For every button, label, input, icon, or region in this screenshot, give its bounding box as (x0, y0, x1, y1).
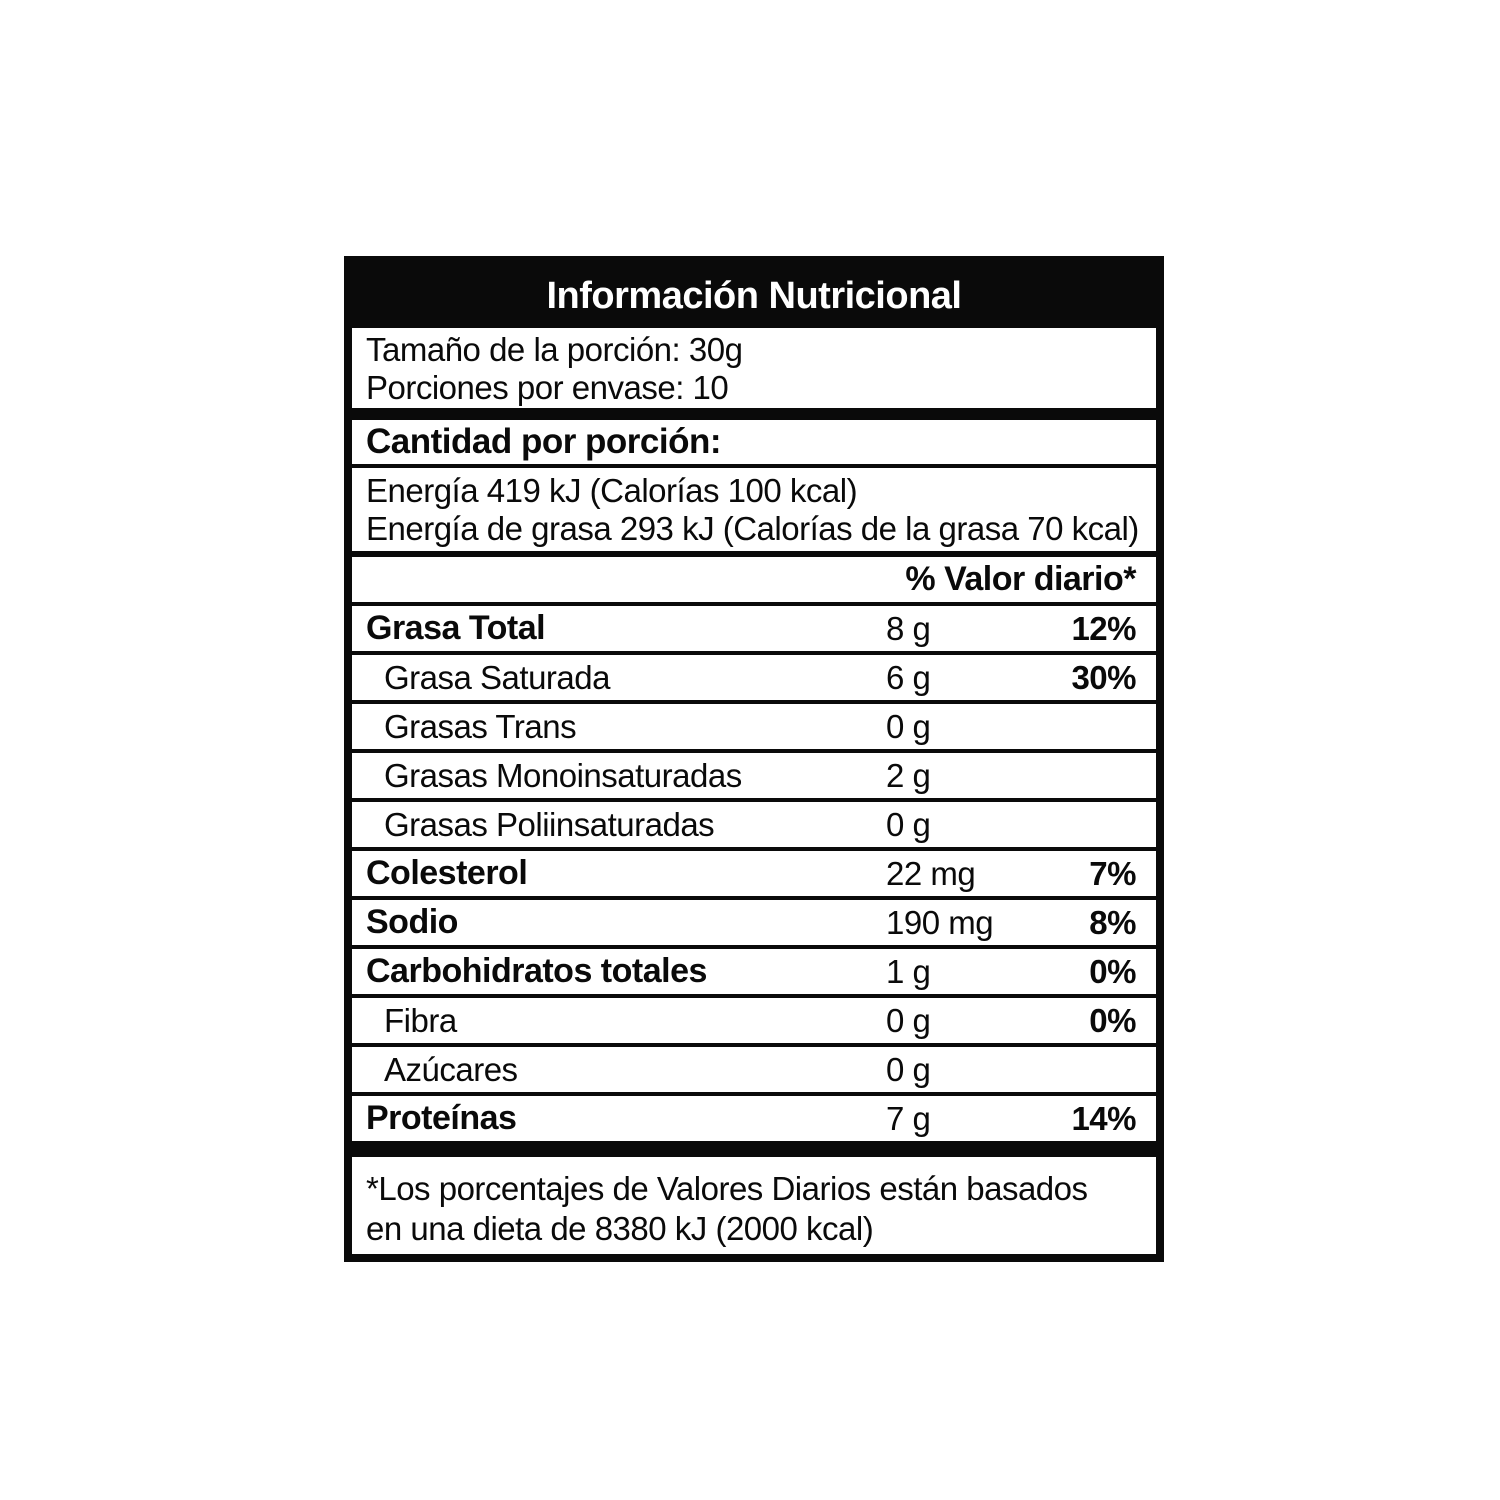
nutrient-name: Sodio (366, 903, 458, 941)
nutrient-name: Grasas Poliinsaturadas (384, 805, 715, 843)
nutrient-daily-value: 0% (1089, 952, 1136, 990)
nutrient-amount: 22 mg (886, 854, 976, 892)
nutrient-amount: 2 g (886, 756, 931, 794)
nutrient-row-sugars (352, 1047, 1156, 1096)
nutrient-amount: 0 g (886, 1050, 931, 1088)
nutrient-amount: 0 g (886, 707, 931, 745)
nutrient-daily-value: 8% (1089, 903, 1136, 941)
nutrient-amount: 0 g (886, 805, 931, 843)
daily-value-header: % Valor diario* (352, 557, 1156, 606)
thick-separator-top (352, 408, 1156, 420)
nutrient-name: Grasa Saturada (384, 658, 610, 696)
servings-per-container-text: Porciones por envase: 10 (366, 369, 729, 406)
nutrient-name: Grasas Monoinsaturadas (384, 756, 742, 794)
daily-value-footnote (352, 1157, 1156, 1254)
nutrient-row-monounsaturated-fat (352, 753, 1156, 802)
energy-text: Energía 419 kJ (Calorías 100 kcal) (366, 472, 858, 509)
nutrient-name: Grasa Total (366, 609, 546, 647)
nutrient-daily-value: 30% (1071, 658, 1136, 696)
nutrient-daily-value: 12% (1071, 609, 1136, 647)
nutrient-amount: 0 g (886, 1001, 931, 1039)
nutrient-name: Grasas Trans (384, 707, 577, 745)
thick-separator-bottom (352, 1145, 1156, 1157)
footnote-line-1: *Los porcentajes de Valores Diarios están basados (366, 1170, 1088, 1207)
energy-info (352, 468, 1156, 557)
nutrient-amount: 7 g (886, 1099, 931, 1137)
nutrient-row-total-carbohydrate (352, 949, 1156, 998)
nutrient-amount: 1 g (886, 952, 931, 990)
nutrient-name: Proteínas (366, 1099, 517, 1137)
nutrient-row-protein (352, 1096, 1156, 1145)
nutrient-name: Fibra (384, 1001, 457, 1039)
nutrient-amount: 190 mg (886, 903, 994, 941)
footnote-line-2: en una dieta de 8380 kJ (2000 kcal) (366, 1210, 874, 1247)
nutrient-row-trans-fat (352, 704, 1156, 753)
nutrient-daily-value: 0% (1089, 1001, 1136, 1039)
serving-info (352, 328, 1156, 408)
nutrient-row-saturated-fat (352, 655, 1156, 704)
nutrient-row-polyunsaturated-fat (352, 802, 1156, 851)
nutrient-daily-value: 7% (1089, 854, 1136, 892)
label-title: Información Nutricional (352, 264, 1156, 328)
nutrient-name: Colesterol (366, 854, 528, 892)
nutrient-amount: 6 g (886, 658, 931, 696)
nutrient-row-sodium (352, 900, 1156, 949)
nutrition-facts-label (344, 256, 1164, 1262)
nutrient-name: Azúcares (384, 1050, 518, 1088)
nutrient-row-cholesterol (352, 851, 1156, 900)
amount-per-serving-heading: Cantidad por porción: (352, 420, 1156, 468)
nutrient-daily-value: 14% (1071, 1099, 1136, 1137)
nutrient-name: Carbohidratos totales (366, 952, 707, 990)
nutrient-row-fiber (352, 998, 1156, 1047)
energy-from-fat-text: Energía de grasa 293 kJ (Calorías de la grasa 70 kcal) (366, 510, 1139, 547)
serving-size-text: Tamaño de la porción: 30g (366, 331, 743, 368)
nutrient-amount: 8 g (886, 609, 931, 647)
nutrient-row-total-fat (352, 606, 1156, 655)
